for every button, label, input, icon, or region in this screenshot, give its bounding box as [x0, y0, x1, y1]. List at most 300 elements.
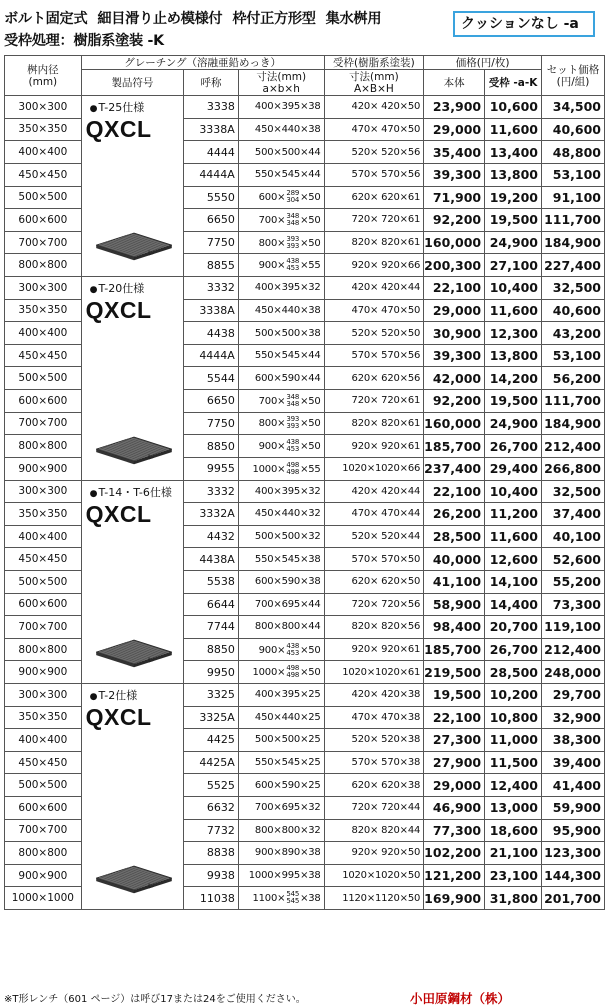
row-set-price: 266,800 [541, 457, 604, 480]
row-frame-price: 19,200 [485, 186, 542, 209]
row-grating-dim [238, 887, 324, 910]
product-cell [81, 96, 184, 277]
row-frame-dim: 620× 620×61 [324, 186, 424, 209]
dim-top: 348 [286, 392, 300, 401]
row-size: 400×400 [5, 141, 82, 164]
row-callname: 3332 [184, 480, 239, 503]
row-callname: 4444 [184, 141, 239, 164]
row-size: 500×500 [5, 774, 82, 797]
row-callname: 3325 [184, 684, 239, 707]
row-frame-price: 26,700 [485, 638, 542, 661]
row-grating-dim: 600×590×44 [238, 367, 324, 390]
row-body-price: 41,100 [424, 570, 485, 593]
row-frame-dim: 570× 570×56 [324, 344, 424, 367]
row-grating-dim: 550×545×44 [238, 344, 324, 367]
row-size: 350×350 [5, 118, 82, 141]
row-body-price: 28,500 [424, 525, 485, 548]
row-frame-price: 12,600 [485, 548, 542, 571]
row-set-price: 95,900 [541, 819, 604, 842]
row-callname: 3325A [184, 706, 239, 729]
row-frame-price: 19,500 [485, 209, 542, 232]
row-frame-price: 13,000 [485, 796, 542, 819]
row-callname: 4425 [184, 729, 239, 752]
row-callname: 3338A [184, 299, 239, 322]
row-callname: 11038 [184, 887, 239, 910]
row-frame-dim: 570× 570×50 [324, 548, 424, 571]
row-set-price: 37,400 [541, 503, 604, 526]
row-frame-price: 12,300 [485, 322, 542, 345]
row-frame-dim: 820× 820×44 [324, 819, 424, 842]
row-callname: 7732 [184, 819, 239, 842]
row-frame-dim: 920× 920×61 [324, 638, 424, 661]
row-frame-price: 24,900 [485, 231, 542, 254]
row-set-price: 43,200 [541, 322, 604, 345]
dim-suffix: ×50 [300, 395, 321, 407]
dim-top: 498 [286, 460, 300, 469]
dim-suffix: ×55 [300, 260, 321, 272]
row-body-price: 102,200 [424, 842, 485, 865]
row-frame-dim: 470× 470×50 [324, 299, 424, 322]
row-frame-dim: 520× 520×38 [324, 729, 424, 752]
grating-image [96, 230, 172, 264]
dim-suffix: ×50 [300, 214, 321, 226]
product-code: QXCL [85, 500, 152, 527]
product-code: QXCL [85, 297, 152, 323]
row-body-price: 121,200 [424, 864, 485, 887]
row-body-price: 92,200 [424, 209, 485, 232]
spec-label: ● T-25仕様 [90, 99, 145, 115]
row-size: 900×900 [5, 661, 82, 684]
row-callname: 4438A [184, 548, 239, 571]
row-size: 300×300 [5, 684, 82, 707]
dim-fraction [286, 213, 299, 227]
dim-prefix: 800× [258, 418, 286, 430]
dim-prefix: 900× [258, 644, 286, 656]
dim-top: 289 [286, 189, 300, 198]
row-callname: 5525 [184, 774, 239, 797]
dim-bottom: 545 [286, 897, 300, 906]
col-grating-dim: 寸法(mm) a×b×h [238, 70, 324, 96]
dim-fraction [286, 462, 299, 476]
row-body-price: 71,900 [424, 186, 485, 209]
dim-top: 393 [286, 234, 300, 243]
row-body-price: 185,700 [424, 638, 485, 661]
row-callname: 3338 [184, 96, 239, 119]
table-row [5, 480, 605, 503]
dim-suffix: ×50 [300, 418, 321, 430]
row-callname: 4444A [184, 344, 239, 367]
row-frame-price: 31,800 [485, 887, 542, 910]
row-size: 400×400 [5, 525, 82, 548]
row-frame-dim: 470× 470×50 [324, 118, 424, 141]
row-set-price: 32,900 [541, 706, 604, 729]
row-callname: 5544 [184, 367, 239, 390]
row-size: 700×700 [5, 231, 82, 254]
col-price-group: 価格(円/枚) [424, 56, 542, 70]
row-size: 800×800 [5, 638, 82, 661]
row-set-price: 227,400 [541, 254, 604, 277]
page-header [4, 8, 604, 52]
spec-label: ● T-14・T-6仕様 [90, 484, 172, 500]
header-line-2: 受枠処理：樹脂系塗装 -K [4, 33, 164, 49]
row-body-price: 29,000 [424, 774, 485, 797]
row-body-price: 23,900 [424, 96, 485, 119]
row-size: 500×500 [5, 570, 82, 593]
dim-fraction [286, 258, 299, 272]
row-frame-dim: 920× 920×66 [324, 254, 424, 277]
row-callname: 4444A [184, 163, 239, 186]
row-set-price: 184,900 [541, 412, 604, 435]
grating-image [96, 637, 172, 671]
row-grating-dim: 450×440×38 [238, 299, 324, 322]
row-size: 800×800 [5, 435, 82, 458]
row-frame-dim: 570× 570×38 [324, 751, 424, 774]
row-body-price: 35,400 [424, 141, 485, 164]
row-frame-dim: 720× 720×61 [324, 390, 424, 413]
price-table [4, 55, 605, 910]
row-body-price: 46,900 [424, 796, 485, 819]
row-body-price: 26,200 [424, 503, 485, 526]
dim-suffix: ×55 [300, 463, 321, 475]
row-size: 1000×1000 [5, 887, 82, 910]
row-grating-dim: 450×440×38 [238, 118, 324, 141]
row-size: 450×450 [5, 344, 82, 367]
row-callname: 9955 [184, 457, 239, 480]
row-frame-dim: 920× 920×50 [324, 842, 424, 865]
row-callname: 3332 [184, 277, 239, 300]
row-frame-price: 29,400 [485, 457, 542, 480]
table-row [5, 684, 605, 707]
row-frame-price: 10,200 [485, 684, 542, 707]
row-body-price: 30,900 [424, 322, 485, 345]
dim-prefix: 700× [258, 214, 286, 226]
row-body-price: 58,900 [424, 593, 485, 616]
spec-label: ● T-20仕様 [90, 280, 145, 296]
row-body-price: 27,300 [424, 729, 485, 752]
row-frame-dim: 820× 820×61 [324, 412, 424, 435]
dim-fraction [286, 665, 299, 679]
spec-label: ● T-2仕様 [90, 687, 138, 703]
row-frame-price: 13,800 [485, 163, 542, 186]
row-grating-dim [238, 254, 324, 277]
col-frame-group: 受枠(樹脂系塗装) [324, 56, 424, 70]
row-size: 600×600 [5, 796, 82, 819]
row-frame-dim: 520× 520×56 [324, 141, 424, 164]
row-set-price: 38,300 [541, 729, 604, 752]
row-body-price: 169,900 [424, 887, 485, 910]
row-body-price: 98,400 [424, 616, 485, 639]
row-callname: 8850 [184, 638, 239, 661]
row-size: 300×300 [5, 277, 82, 300]
product-code: QXCL [85, 704, 152, 730]
row-frame-dim: 470× 470×44 [324, 503, 424, 526]
dim-fraction [286, 643, 299, 657]
row-frame-dim: 920× 920×61 [324, 435, 424, 458]
col-body-price: 本体 [424, 70, 485, 96]
dim-prefix: 700× [258, 395, 286, 407]
row-frame-price: 13,400 [485, 141, 542, 164]
row-grating-dim [238, 435, 324, 458]
cushion-badge: クッションなし -a [453, 11, 595, 37]
row-set-price: 144,300 [541, 864, 604, 887]
dim-suffix: ×50 [300, 237, 321, 249]
row-callname: 8850 [184, 435, 239, 458]
product-cell [81, 684, 184, 910]
row-body-price: 40,000 [424, 548, 485, 571]
row-body-price: 27,900 [424, 751, 485, 774]
row-callname: 6644 [184, 593, 239, 616]
row-set-price: 111,700 [541, 209, 604, 232]
row-frame-dim: 420× 420×44 [324, 277, 424, 300]
row-size: 700×700 [5, 819, 82, 842]
row-size: 600×600 [5, 209, 82, 232]
row-callname: 9938 [184, 864, 239, 887]
dim-suffix: ×50 [300, 644, 321, 656]
row-body-price: 39,300 [424, 344, 485, 367]
row-size: 450×450 [5, 548, 82, 571]
dim-fraction [286, 236, 299, 250]
row-body-price: 160,000 [424, 231, 485, 254]
header-item: ボルト固定式 [4, 11, 88, 27]
grating-image [96, 863, 172, 897]
row-body-price: 237,400 [424, 457, 485, 480]
row-frame-dim: 1020×1020×50 [324, 864, 424, 887]
dim-bottom: 498 [286, 467, 300, 476]
row-grating-dim: 400×395×32 [238, 277, 324, 300]
row-body-price: 29,000 [424, 118, 485, 141]
dim-fraction [286, 439, 299, 453]
row-size: 900×900 [5, 457, 82, 480]
row-frame-price: 24,900 [485, 412, 542, 435]
row-frame-dim: 420× 420×38 [324, 684, 424, 707]
row-grating-dim: 400×395×25 [238, 684, 324, 707]
row-size: 300×300 [5, 480, 82, 503]
row-set-price: 111,700 [541, 390, 604, 413]
row-frame-price: 11,600 [485, 118, 542, 141]
row-body-price: 219,500 [424, 661, 485, 684]
row-size: 500×500 [5, 367, 82, 390]
row-grating-dim: 600×590×25 [238, 774, 324, 797]
row-callname: 4438 [184, 322, 239, 345]
row-size: 450×450 [5, 751, 82, 774]
dim-suffix: ×50 [300, 441, 321, 453]
row-grating-dim: 500×500×38 [238, 322, 324, 345]
row-grating-dim: 450×440×32 [238, 503, 324, 526]
row-set-price: 39,400 [541, 751, 604, 774]
row-callname: 7750 [184, 412, 239, 435]
row-frame-dim: 420× 420×50 [324, 96, 424, 119]
row-set-price: 56,200 [541, 367, 604, 390]
row-callname: 6650 [184, 209, 239, 232]
dim-prefix: 900× [258, 441, 286, 453]
row-set-price: 91,100 [541, 186, 604, 209]
row-size: 450×450 [5, 163, 82, 186]
row-grating-dim: 450×440×25 [238, 706, 324, 729]
product-cell [81, 480, 184, 684]
col-frame-dim: 寸法(mm) A×B×H [324, 70, 424, 96]
row-grating-dim [238, 457, 324, 480]
row-grating-dim: 500×500×25 [238, 729, 324, 752]
row-frame-dim: 620× 620×38 [324, 774, 424, 797]
grating-image [96, 434, 172, 468]
row-grating-dim: 700×695×44 [238, 593, 324, 616]
row-frame-dim: 1020×1020×61 [324, 661, 424, 684]
row-frame-price: 14,200 [485, 367, 542, 390]
row-size: 350×350 [5, 706, 82, 729]
row-body-price: 160,000 [424, 412, 485, 435]
row-grating-dim: 550×545×44 [238, 163, 324, 186]
row-frame-dim: 720× 720×61 [324, 209, 424, 232]
row-callname: 9950 [184, 661, 239, 684]
row-frame-dim: 420× 420×44 [324, 480, 424, 503]
dim-bottom: 348 [286, 218, 300, 227]
row-frame-dim: 520× 520×50 [324, 322, 424, 345]
row-set-price: 41,400 [541, 774, 604, 797]
row-grating-dim: 400×395×32 [238, 480, 324, 503]
dim-prefix: 1000× [252, 667, 286, 679]
row-grating-dim: 600×590×38 [238, 570, 324, 593]
row-frame-price: 10,800 [485, 706, 542, 729]
row-size: 300×300 [5, 96, 82, 119]
header-item: 細目滑り止め模様付 [97, 11, 223, 27]
dim-prefix: 600× [258, 192, 286, 204]
row-frame-price: 11,500 [485, 751, 542, 774]
dim-top: 393 [286, 415, 300, 424]
dim-top: 348 [286, 211, 300, 220]
dim-fraction [286, 394, 299, 408]
row-grating-dim: 500×500×44 [238, 141, 324, 164]
row-callname: 4432 [184, 525, 239, 548]
row-grating-dim: 500×500×32 [238, 525, 324, 548]
row-frame-dim: 620× 620×56 [324, 367, 424, 390]
row-frame-price: 14,100 [485, 570, 542, 593]
row-size: 400×400 [5, 729, 82, 752]
row-frame-price: 11,600 [485, 525, 542, 548]
col-size: 桝内径 (mm) [5, 56, 82, 96]
row-set-price: 40,600 [541, 118, 604, 141]
row-frame-price: 10,600 [485, 96, 542, 119]
dim-bottom: 498 [286, 671, 300, 680]
row-grating-dim [238, 186, 324, 209]
row-frame-price: 11,000 [485, 729, 542, 752]
dim-top: 498 [286, 664, 300, 673]
row-callname: 8838 [184, 842, 239, 865]
row-grating-dim: 550×545×38 [238, 548, 324, 571]
row-callname: 5538 [184, 570, 239, 593]
row-body-price: 185,700 [424, 435, 485, 458]
row-frame-price: 26,700 [485, 435, 542, 458]
row-grating-dim: 1000×995×38 [238, 864, 324, 887]
dim-prefix: 800× [258, 237, 286, 249]
row-size: 800×800 [5, 842, 82, 865]
row-frame-price: 11,600 [485, 299, 542, 322]
row-callname: 7744 [184, 616, 239, 639]
row-frame-dim: 820× 820×61 [324, 231, 424, 254]
dim-bottom: 304 [286, 196, 300, 205]
row-set-price: 32,500 [541, 277, 604, 300]
row-frame-price: 12,400 [485, 774, 542, 797]
row-callname: 3338A [184, 118, 239, 141]
row-set-price: 29,700 [541, 684, 604, 707]
row-frame-price: 10,400 [485, 277, 542, 300]
dim-top: 438 [286, 641, 300, 650]
col-frame-price: 受枠 -a-K [485, 70, 542, 96]
product-cell [81, 277, 184, 481]
dim-top: 545 [286, 890, 300, 899]
row-set-price: 184,900 [541, 231, 604, 254]
row-grating-dim [238, 390, 324, 413]
dim-bottom: 453 [286, 445, 300, 454]
row-frame-price: 23,100 [485, 864, 542, 887]
dim-prefix: 1100× [252, 893, 286, 905]
row-set-price: 201,700 [541, 887, 604, 910]
row-callname: 7750 [184, 231, 239, 254]
product-code: QXCL [85, 116, 152, 142]
row-grating-dim: 800×800×44 [238, 616, 324, 639]
header-item: 集水桝用 [325, 11, 382, 27]
row-frame-price: 21,100 [485, 842, 542, 865]
row-body-price: 77,300 [424, 819, 485, 842]
col-set-price: セット価格 (円/組) [541, 56, 604, 96]
row-frame-dim: 720× 720×56 [324, 593, 424, 616]
row-frame-dim: 820× 820×56 [324, 616, 424, 639]
row-set-price: 212,400 [541, 435, 604, 458]
dim-prefix: 1000× [252, 463, 286, 475]
row-frame-price: 20,700 [485, 616, 542, 639]
row-size: 900×900 [5, 864, 82, 887]
row-frame-dim: 620× 620×50 [324, 570, 424, 593]
dim-bottom: 348 [286, 399, 300, 408]
dim-top: 438 [286, 438, 300, 447]
row-grating-dim [238, 231, 324, 254]
row-frame-price: 18,600 [485, 819, 542, 842]
row-set-price: 119,100 [541, 616, 604, 639]
row-set-price: 123,300 [541, 842, 604, 865]
row-frame-dim: 1020×1020×66 [324, 457, 424, 480]
header-item: 枠付正方形型 [232, 11, 316, 27]
row-set-price: 53,100 [541, 163, 604, 186]
table-row [5, 277, 605, 300]
row-set-price: 32,500 [541, 480, 604, 503]
row-size: 350×350 [5, 299, 82, 322]
dim-top: 438 [286, 257, 300, 266]
row-body-price: 22,100 [424, 480, 485, 503]
row-callname: 8855 [184, 254, 239, 277]
dim-bottom: 393 [286, 422, 300, 431]
row-set-price: 53,100 [541, 344, 604, 367]
row-set-price: 73,300 [541, 593, 604, 616]
row-set-price: 48,800 [541, 141, 604, 164]
row-grating-dim: 800×800×32 [238, 819, 324, 842]
row-grating-dim: 900×890×38 [238, 842, 324, 865]
company-name: 小田原鋼材（株） [410, 991, 511, 1006]
dim-bottom: 393 [286, 241, 300, 250]
row-size: 400×400 [5, 322, 82, 345]
row-size: 350×350 [5, 503, 82, 526]
dim-fraction [286, 891, 299, 905]
dim-suffix: ×50 [300, 667, 321, 679]
row-frame-price: 19,500 [485, 390, 542, 413]
row-frame-price: 11,200 [485, 503, 542, 526]
row-callname: 4425A [184, 751, 239, 774]
row-set-price: 40,600 [541, 299, 604, 322]
col-grating-group: グレーチング（溶融亜鉛めっき） [81, 56, 324, 70]
row-grating-dim: 700×695×32 [238, 796, 324, 819]
row-frame-dim: 570× 570×56 [324, 163, 424, 186]
row-frame-price: 27,100 [485, 254, 542, 277]
row-size: 800×800 [5, 254, 82, 277]
row-frame-price: 14,400 [485, 593, 542, 616]
